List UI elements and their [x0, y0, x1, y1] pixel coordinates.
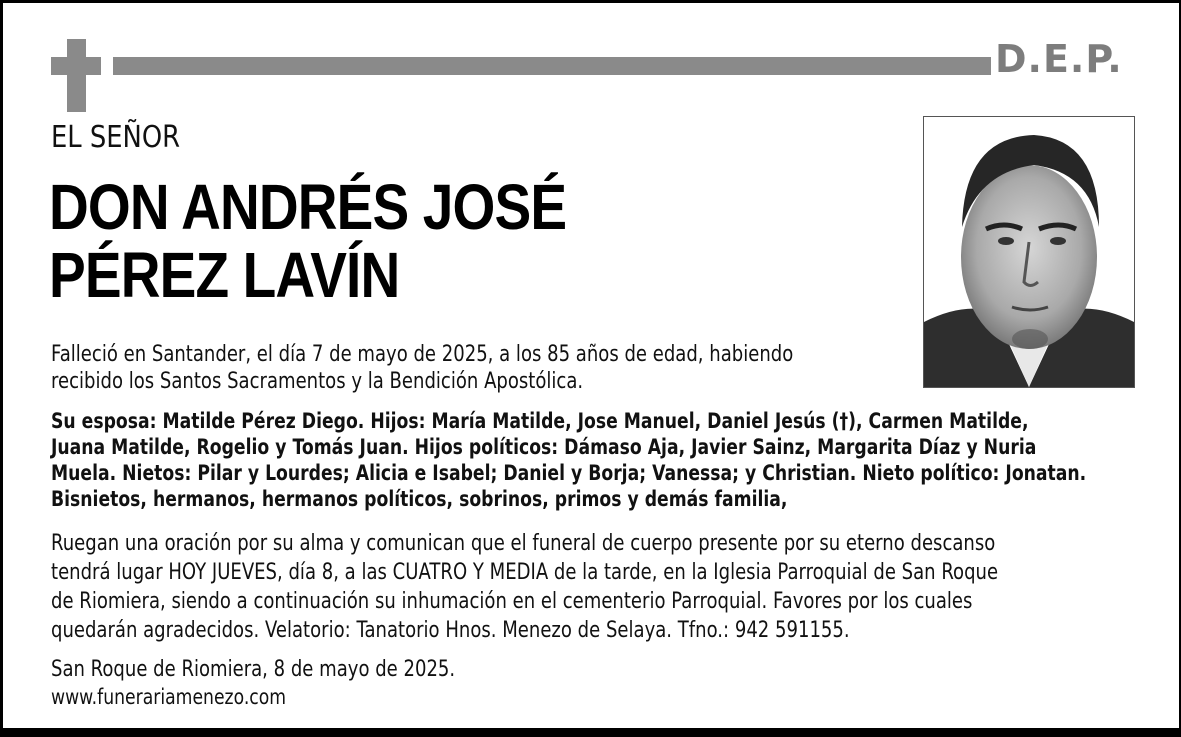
header-rule: [113, 57, 991, 75]
death-announcement: [51, 341, 793, 395]
funeral-details: [51, 529, 998, 645]
text-line: Muela. Nietos: Pilar y Lourdes; Alicia e Isabel; Daniel y Borja; Vanessa; y Christian. Nieto político: Jonatan.: [51, 461, 1087, 485]
family-list: [51, 408, 1086, 512]
text-line: recibido los Santos Sacramentos y la Bendición Apostólica.: [51, 369, 584, 394]
place-date: San Roque de Riomiera, 8 de mayo de 2025.: [51, 657, 456, 682]
deceased-name: [49, 173, 566, 309]
text-line: Su esposa: Matilde Pérez Diego. Hijos: María Matilde, Jose Manuel, Daniel Jesús (†), Carmen Matilde,: [51, 409, 1029, 433]
title-prefix: EL SEÑOR: [51, 120, 181, 155]
cross-icon-arm: [51, 57, 101, 75]
website-link[interactable]: www.funerariamenezo.com: [51, 685, 287, 709]
text-line: de Riomiera, siendo a continuación su inhumación en el cementerio Parroquial. Favores por los cuales: [51, 589, 973, 614]
text-line: Juana Matilde, Rogelio y Tomás Juan. Hijos políticos: Dámaso Aja, Javier Sainz, Margarita Díaz y Nuria: [51, 435, 1037, 459]
portrait-photo: [923, 116, 1135, 388]
text-line: Ruegan una oración por su alma y comunican que el funeral de cuerpo presente por su eterno descanso: [51, 531, 996, 556]
name-line-2: PÉREZ LAVÍN: [49, 239, 400, 311]
name-line-1: DON ANDRÉS JOSÉ: [49, 171, 567, 243]
text-line: Falleció en Santander, el día 7 de mayo de 2025, a los 85 años de edad, habiendo: [51, 342, 794, 367]
text-line: tendrá lugar HOY JUEVES, día 8, a las CUATRO Y MEDIA de la tarde, en la Iglesia Parroquial de San Roque: [51, 560, 999, 585]
dep-label: D.E.P.: [995, 37, 1123, 81]
text-line: Bisnietos, hermanos, hermanos políticos, sobrinos, primos y demás familia,: [51, 487, 788, 511]
cross-icon: [67, 39, 86, 112]
text-line: quedarán agradecidos. Velatorio: Tanatorio Hnos. Menezo de Selaya. Tfno.: 942 591155.: [51, 618, 850, 643]
portrait-image: [924, 117, 1134, 387]
